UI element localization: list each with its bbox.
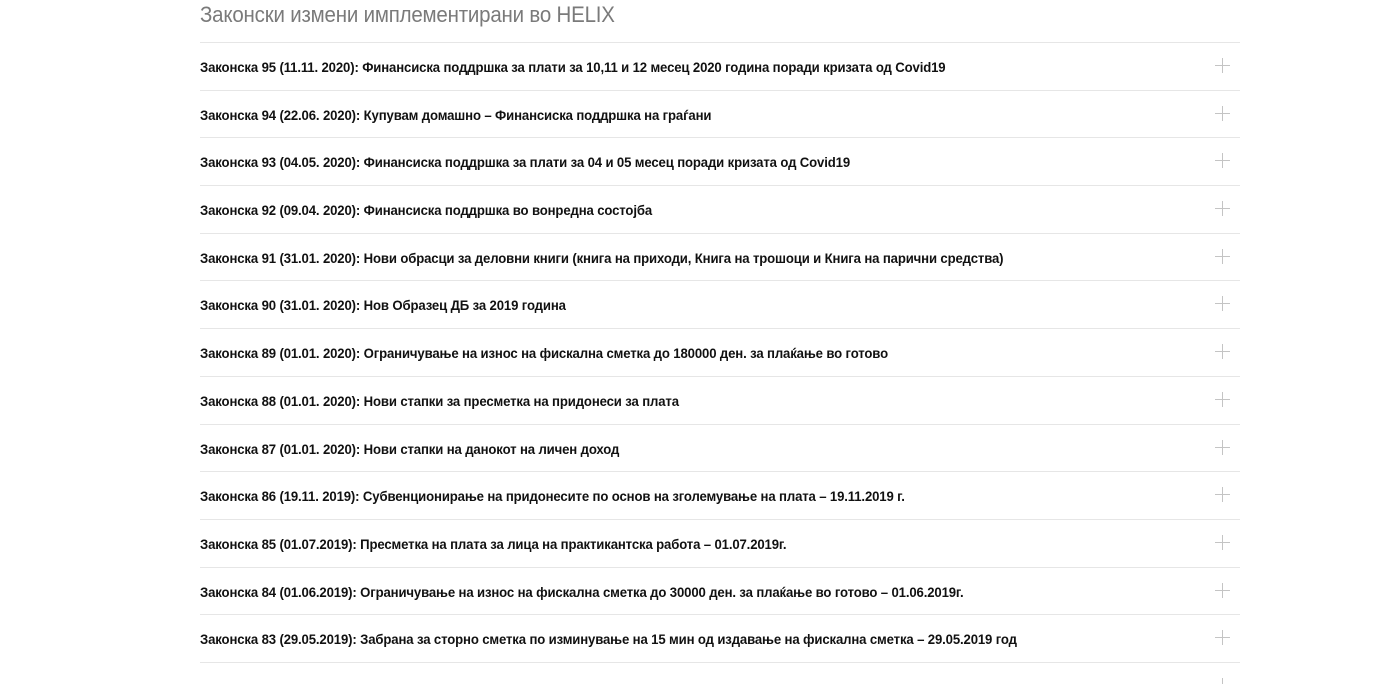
plus-icon[interactable]: [1215, 58, 1230, 73]
accordion-item[interactable]: [200, 328, 1240, 376]
accordion-item[interactable]: [200, 567, 1240, 615]
accordion-item-title[interactable]: Законска 85 (01.07.2019): Пресметка на плата за лица на практикантска работа – 01.07.2019г.: [200, 535, 787, 552]
accordion-item[interactable]: [200, 185, 1240, 233]
plus-icon[interactable]: [1215, 583, 1230, 598]
plus-icon[interactable]: [1215, 201, 1230, 216]
accordion-item-title[interactable]: Законска 83 (29.05.2019): Забрана за сторно сметка по изминување на 15 мин од издавање на фискална сметка – 29.05.2019 год: [200, 631, 1017, 648]
plus-icon[interactable]: [1215, 344, 1230, 359]
plus-icon[interactable]: [1215, 392, 1230, 407]
accordion-item-title[interactable]: Законска 88 (01.01. 2020): Нови стапки за пресметка на придонеси за плата: [200, 392, 679, 409]
plus-icon[interactable]: [1215, 153, 1230, 168]
accordion-item[interactable]: [200, 424, 1240, 472]
accordion-list: [200, 42, 1240, 684]
accordion-item[interactable]: [200, 280, 1240, 328]
plus-icon[interactable]: [1215, 630, 1230, 645]
plus-icon[interactable]: [1215, 678, 1230, 684]
accordion-item[interactable]: [200, 614, 1240, 662]
accordion-item-title[interactable]: Законска 86 (19.11. 2019): Субвенционирање на придонесите по основ на зголемување на плата – 19.11.2019 г.: [200, 488, 905, 505]
plus-icon[interactable]: [1215, 535, 1230, 550]
accordion-item[interactable]: [200, 662, 1240, 684]
accordion-item-title[interactable]: Законска 94 (22.06. 2020): Купувам домашно – Финансиска поддршка на граѓани: [200, 106, 712, 123]
page-title: Законски измени имплементирани во HELIX: [200, 2, 615, 27]
accordion-item-title[interactable]: Законска 87 (01.01. 2020): Нови стапки на данокот на личен доход: [200, 440, 620, 457]
accordion-item[interactable]: [200, 90, 1240, 138]
accordion-item-title[interactable]: Законска 91 (31.01. 2020): Нови обрасци за деловни книги (книга на приходи, Книга на трошоци и Книга на парични средства): [200, 249, 1004, 266]
accordion-item-title[interactable]: Законска 92 (09.04. 2020): Финансиска поддршка во вонредна состојба: [200, 202, 653, 219]
accordion-item[interactable]: [200, 42, 1240, 90]
accordion-item-title[interactable]: Законска 84 (01.06.2019): Ограничување на износ на фискална сметка до 30000 ден. за плаќање во готово – 01.06.2019г.: [200, 583, 964, 600]
plus-icon[interactable]: [1215, 249, 1230, 264]
accordion-item-title[interactable]: Законска 90 (31.01. 2020): Нов Образец ДБ за 2019 година: [200, 297, 566, 314]
accordion-item-title[interactable]: Законска 93 (04.05. 2020): Финансиска поддршка за плати за 04 и 05 месец поради кризата од Covid19: [200, 154, 851, 171]
accordion-item[interactable]: [200, 137, 1240, 185]
plus-icon[interactable]: [1215, 296, 1230, 311]
accordion-item[interactable]: [200, 519, 1240, 567]
plus-icon[interactable]: [1215, 487, 1230, 502]
accordion-item[interactable]: [200, 233, 1240, 281]
accordion-item-title[interactable]: Законска 89 (01.01. 2020): Ограничување на износ на фискална сметка до 180000 ден. за плаќање во готово: [200, 345, 888, 362]
accordion-item[interactable]: [200, 376, 1240, 424]
plus-icon[interactable]: [1215, 106, 1230, 121]
accordion-item[interactable]: [200, 471, 1240, 519]
accordion-item-title[interactable]: Законска 95 (11.11. 2020): Финансиска поддршка за плати за 10,11 и 12 месец 2020 година поради кризата од Covid19: [200, 59, 946, 75]
plus-icon[interactable]: [1215, 440, 1230, 455]
